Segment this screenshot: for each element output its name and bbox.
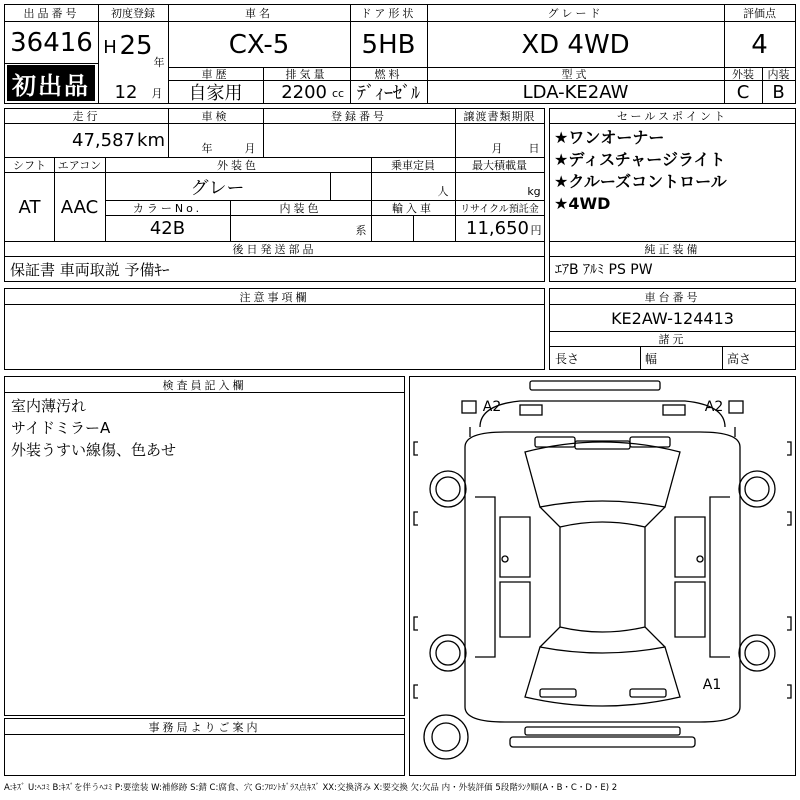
sales-point-item: ★ディスチャージライト bbox=[554, 150, 726, 169]
chassis-number: KE2AW-124413 bbox=[611, 308, 734, 328]
equipment-value: ｴｱB ｱﾙﾐ PS PW bbox=[555, 262, 653, 278]
interior-label: 内装 bbox=[767, 67, 790, 80]
grade: XD 4WD bbox=[521, 29, 630, 60]
transfer-label: 譲渡書類期限 bbox=[463, 110, 536, 123]
fuel-label: 燃料 bbox=[374, 67, 403, 80]
ac: AAC bbox=[60, 196, 99, 218]
front-outline bbox=[480, 401, 725, 427]
later-parts: 保証書 車両取説 予備ｷｰ bbox=[10, 260, 170, 279]
door-type: 5HB bbox=[361, 29, 416, 60]
load-label: 最大積載量 bbox=[472, 158, 527, 172]
spare-wheel bbox=[424, 715, 468, 759]
interior-grade: B bbox=[772, 81, 785, 103]
ac-label: エアコン bbox=[57, 158, 102, 172]
car-name: CX-5 bbox=[228, 29, 290, 60]
history-label: 車歴 bbox=[201, 67, 230, 80]
reg-no-label: 登録番号 bbox=[331, 110, 387, 123]
lot-no-label: 出品番号 bbox=[23, 7, 80, 20]
color-no: 42B bbox=[149, 218, 186, 239]
displacement-label: 排気量 bbox=[285, 67, 328, 80]
first-listing-badge: 初出品 bbox=[7, 65, 95, 101]
era: H bbox=[103, 36, 117, 58]
dims-label: 諸元 bbox=[658, 332, 687, 346]
shift: AT bbox=[18, 196, 41, 218]
exterior-label: 外装 bbox=[732, 67, 754, 80]
year-unit: 年 bbox=[153, 56, 165, 69]
sales-point-item: ★クルーズコントロール bbox=[554, 172, 727, 191]
car-name-label: 車名 bbox=[245, 7, 273, 20]
sales-point-item: ★4WD bbox=[554, 194, 611, 213]
rear-bumper bbox=[525, 727, 680, 735]
front-bumper bbox=[530, 381, 660, 390]
displacement-unit: cc bbox=[331, 86, 345, 100]
equipment-box bbox=[549, 241, 796, 282]
office-box bbox=[4, 718, 405, 776]
width-label: 幅 bbox=[645, 351, 658, 366]
notes-box bbox=[4, 288, 545, 370]
first-reg-label: 初度登録 bbox=[111, 7, 155, 20]
inspector-note: 外装うすい線傷、色あせ bbox=[11, 441, 177, 459]
inspector-label: 検査員記入欄 bbox=[162, 378, 247, 392]
capacity-label: 乗車定員 bbox=[391, 158, 435, 172]
recycle-unit: 円 bbox=[530, 224, 542, 237]
car-diagram bbox=[410, 377, 795, 775]
sales-point-item: ★ワンオーナー bbox=[554, 128, 665, 147]
color-no-label: カラーNo. bbox=[132, 201, 203, 215]
inspector-note: 室内薄汚れ bbox=[11, 397, 87, 415]
later-parts-label: 後日発送部品 bbox=[232, 242, 317, 256]
inspection-label: 車検 bbox=[201, 110, 230, 123]
inspector-note: サイドミラーA bbox=[11, 419, 111, 437]
sales-points-box bbox=[549, 108, 796, 242]
fuel: ﾃﾞｨｰｾﾞﾙ bbox=[357, 83, 420, 103]
shift-label: シフト bbox=[13, 158, 46, 172]
length-label: 長さ bbox=[555, 351, 580, 366]
car-diagram-box bbox=[409, 376, 796, 776]
chassis-box bbox=[549, 288, 796, 370]
lot-no: 36416 bbox=[10, 27, 93, 58]
damage-legend: A:ｷｽﾞ U:ﾍｺﾐ B:ｷｽﾞを伴うﾍｺﾐ P:要塗装 W:補修跡 S:錆 C:腐食、穴 G:ﾌﾛﾝﾄｶﾞﾗｽ点ｷｽﾞ XX:交換済み X:要交換 欠:欠品 内・外装評価 5段階ﾗﾝｸ順(A・B・C・D・E) 2 bbox=[4, 783, 618, 793]
history: 自家用 bbox=[188, 83, 243, 103]
inspection-month-unit: 月 bbox=[244, 142, 256, 155]
month-unit: 月 bbox=[151, 87, 163, 100]
inspector-box bbox=[4, 376, 405, 716]
damage-mark-front-right: A2 bbox=[704, 399, 724, 415]
score-label: 評価点 bbox=[743, 7, 776, 20]
transfer-day-unit: 日 bbox=[528, 142, 540, 155]
ext-color-label: 外装色 bbox=[217, 158, 259, 172]
mirror-right bbox=[729, 401, 743, 413]
mileage-label: 走行 bbox=[72, 110, 101, 123]
reg-year: 25 bbox=[119, 31, 153, 61]
chassis-label: 車台番号 bbox=[644, 290, 701, 304]
sales-points-label: セールスポイント bbox=[616, 110, 728, 123]
displacement: 2200 bbox=[281, 81, 327, 103]
notes-label: 注意事項欄 bbox=[239, 290, 310, 304]
damage-mark-rear-right: A1 bbox=[702, 677, 722, 693]
mileage: 47,587 bbox=[72, 130, 135, 151]
damage-mark-front-left: A2 bbox=[482, 399, 502, 415]
import-label: 輸入車 bbox=[392, 201, 434, 215]
model-label: 型式 bbox=[561, 67, 590, 80]
front-lamp-right bbox=[663, 405, 685, 415]
int-color-unit: 系 bbox=[355, 224, 367, 237]
score: 4 bbox=[751, 29, 768, 60]
grade-label: グレード bbox=[547, 7, 604, 20]
ext-color: グレー bbox=[190, 177, 245, 199]
height-label: 高さ bbox=[727, 351, 752, 366]
exterior-grade: C bbox=[736, 81, 750, 103]
header-box bbox=[4, 4, 796, 104]
load-unit: kg bbox=[527, 184, 541, 198]
recycle-fee: 11,650 bbox=[466, 218, 529, 239]
model: LDA-KE2AW bbox=[522, 81, 629, 103]
office-label: 事務局よりご案内 bbox=[148, 720, 261, 734]
mirror-left bbox=[462, 401, 476, 413]
mileage-unit: km bbox=[137, 130, 165, 151]
front-lamp-left bbox=[520, 405, 542, 415]
windshield bbox=[525, 442, 680, 507]
inspection-year-unit: 年 bbox=[201, 142, 213, 155]
transfer-month-unit: 月 bbox=[491, 142, 503, 155]
reg-month: 12 bbox=[114, 81, 138, 103]
door-label: ドア形状 bbox=[360, 7, 417, 20]
recycle-label: リサイクル預託金 bbox=[460, 204, 539, 215]
capacity-unit: 人 bbox=[437, 185, 449, 198]
int-color-label: 内装色 bbox=[279, 201, 322, 215]
spec-box bbox=[4, 108, 545, 282]
equipment-label: 純正装備 bbox=[644, 243, 701, 256]
